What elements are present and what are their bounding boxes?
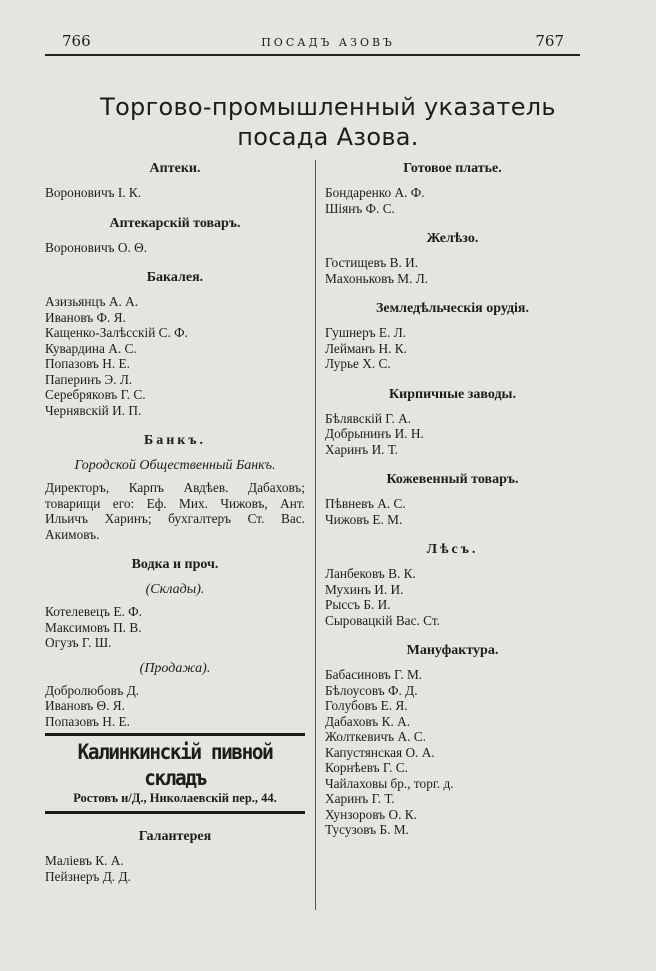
list-item: Котелевецъ Е. Ф. — [45, 604, 142, 619]
section-heading-orudiya: Земледѣльческія орудія. — [376, 301, 529, 316]
list-item: Серебряковъ Г. С. — [45, 387, 146, 402]
column-divider — [315, 160, 316, 910]
list-item: Лурье Х. С. — [325, 356, 391, 371]
left-column — [45, 160, 305, 884]
list-item: Ивановъ Ф. Я. — [45, 309, 126, 325]
list-item: Бондаренко А. Ф. — [325, 185, 425, 200]
bank-name: Городской Общественный Банкъ. — [74, 458, 276, 473]
ad-address: Ростовъ н/Д., Николаевскій пер., 44. — [73, 791, 277, 805]
list-item: Харинъ Г. Т. — [325, 791, 395, 806]
list-item: Паперинъ Э. Л. — [45, 371, 133, 387]
section-heading-galantereya: Галантерея — [138, 829, 212, 844]
list-item: Азизьянцъ А. А. — [45, 294, 139, 309]
section-heading-les: Лѣсъ. — [426, 542, 479, 557]
list-item: Рыссъ Б. И. — [325, 597, 391, 612]
ad-title: Калинкинскій пивной складъ — [77, 740, 273, 790]
list-item: Тусузовъ Б. М. — [325, 822, 409, 837]
title-line-1: Торгово-промышленный указатель — [100, 93, 556, 121]
list-item: Лейманъ Н. К. — [325, 340, 407, 356]
list-item: Сыровацкій Вас. Ст. — [325, 612, 440, 628]
page-title — [0, 92, 656, 152]
subheading-prodazha: (Продажа). — [139, 660, 211, 676]
list-item: Вороновичъ І. К. — [45, 185, 142, 200]
section-heading-vodka: Водка и проч. — [131, 557, 219, 572]
list-item: Корнѣевъ Г. С. — [325, 760, 408, 775]
list-item: Максимовъ П. В. — [45, 619, 142, 635]
list-item: Дабаховъ К. А. — [325, 713, 411, 729]
list-item: Мухинъ И. И. — [325, 581, 404, 597]
list-item: Гушнеръ Е. Л. — [325, 325, 407, 340]
section-heading-bakaleya: Бакалея. — [146, 270, 204, 285]
list-item: Ланбековъ В. К. — [325, 566, 416, 581]
section-heading-apteki: Аптеки. — [149, 161, 201, 176]
page-number-left: 766 — [62, 32, 91, 50]
section-heading-kozha: Кожевенный товаръ. — [386, 472, 519, 487]
list-item: Капустянская О. А. — [325, 744, 435, 760]
list-item: Ивановъ Θ. Я. — [45, 698, 125, 713]
section-heading-manuf: Мануфактура. — [406, 643, 499, 658]
section-heading-bank: Банкъ. — [143, 433, 207, 448]
subheading-sklady: (Склады). — [145, 582, 205, 597]
list-item: Бѣлоусовъ Ф. Д. — [325, 682, 418, 698]
list-item: Шіянъ Ф. С. — [325, 200, 395, 216]
list-item: Попазовъ Н. Е. — [45, 713, 130, 729]
section-heading-kirpich: Кирпичные заводы. — [389, 386, 516, 402]
list-item: Пейзнеръ Д. Д. — [45, 868, 131, 884]
list-item: Кащенко-Залѣсскій С. Ф. — [45, 325, 188, 340]
list-item: Хунзоровъ О. К. — [325, 806, 417, 822]
right-column — [325, 160, 580, 838]
list-item: Огузъ Г. Ш. — [45, 635, 112, 650]
header-rule — [45, 54, 580, 56]
list-item: Пѣвневъ А. С. — [325, 496, 406, 511]
section-heading-plate: Готовое платье. — [403, 161, 502, 176]
section-heading-aptekarsky: Аптекарскій товаръ. — [109, 215, 241, 231]
title-line-2: посада Азова. — [237, 123, 419, 151]
list-item: Чернявскій И. П. — [45, 402, 142, 418]
list-item: Бабасиновъ Г. М. — [325, 667, 423, 682]
list-item: Кувардина А. С. — [45, 340, 137, 356]
list-item: Чайлаховы бр., торг. д. — [325, 775, 454, 791]
list-item: Жолткевичъ А. С. — [325, 729, 426, 744]
section-heading-zhelezo: Желѣзо. — [426, 231, 479, 246]
list-item: Махоньковъ М. Л. — [325, 270, 429, 286]
list-item: Вороновичъ О. Θ. — [45, 239, 148, 255]
list-item: Чижовъ Е. М. — [325, 511, 403, 527]
bank-details: Директоръ, Карпъ Авдѣев. Дабаховъ; товарищи его: Еф. Мих. Чижовъ, Ант. Ильичъ Харинъ; бухгалтеръ Ст. Вас. Акимовъ. — [45, 480, 305, 542]
running-title: ПОСАДЪ АЗОВЪ — [261, 36, 395, 49]
list-item: Бѣлявскій Г. А. — [325, 410, 412, 426]
list-item: Гостищевъ В. И. — [325, 255, 419, 270]
page-number-right: 767 — [535, 32, 564, 50]
list-item: Харинъ И. Т. — [325, 441, 398, 457]
list-item: Маліевъ К. А. — [45, 853, 124, 868]
list-item: Добрынинъ И. Н. — [325, 426, 424, 441]
advertisement-box — [45, 733, 305, 814]
list-item: Голубовъ Е. Я. — [325, 698, 408, 713]
list-item: Попазовъ Н. Е. — [45, 356, 130, 371]
list-item: Добролюбовъ Д. — [45, 682, 140, 698]
